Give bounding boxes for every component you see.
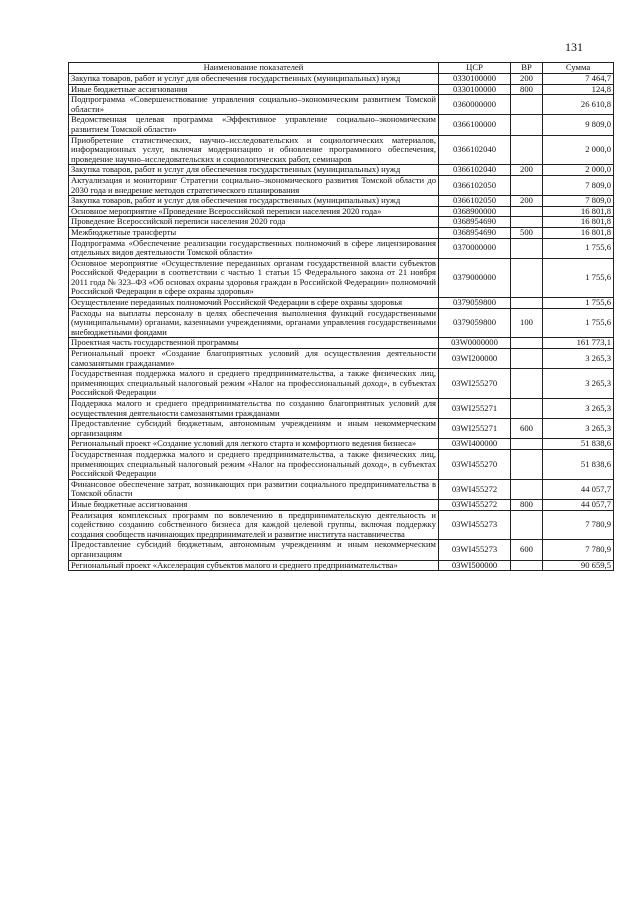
row-name-cell: Ведомственная целевая программа «Эффективное управление социально–экономическим развитием Томской области»	[69, 115, 439, 135]
row-csr-cell: 0379000000	[439, 258, 511, 297]
row-name-cell: Поддержка малого и среднего предпринимательства по созданию благоприятных условий для осуществления деятельности самозанятыми гражданами	[69, 399, 439, 419]
row-csr-cell: 0366102040	[439, 135, 511, 165]
row-sum-cell: 26 610,8	[543, 95, 614, 115]
row-sum-cell: 1 755,6	[543, 308, 614, 338]
row-vr-cell	[511, 369, 543, 399]
row-sum-cell: 124,8	[543, 84, 614, 95]
row-csr-cell: 0379059800	[439, 298, 511, 309]
row-name-cell: Региональный проект «Акселерация субъектов малого и среднего предпринимательства»	[69, 560, 439, 571]
row-vr-cell	[511, 115, 543, 135]
row-name-cell: Предоставление субсидий бюджетным, автономным учреждениям и иным некоммерческим организациям	[69, 540, 439, 560]
row-name-cell: Финансовое обеспечение затрат, возникающих при развитии социального предпринимательства в Томской области	[69, 479, 439, 499]
table-row	[69, 439, 614, 450]
row-name-cell: Основное мероприятие «Осуществление переданных органам государственной власти субъектов Российской Федерации в соответствии с частью 1 статьи 15 Федерального закона от 21 ноября 2011 года № 323–ФЗ «Об основах охраны здоровья граждан в Российской Федерации» полномочий Российской Федерации в сфере охраны здоровья»	[69, 258, 439, 297]
row-csr-cell: 03WI455272	[439, 479, 511, 499]
table-header-row	[69, 63, 614, 74]
table-row	[69, 479, 614, 499]
row-vr-cell: 600	[511, 540, 543, 560]
budget-table	[68, 62, 614, 571]
row-name-cell: Региональный проект «Создание благоприятных условий для осуществления деятельности самозанятыми гражданами»	[69, 349, 439, 369]
row-csr-cell: 0330100000	[439, 84, 511, 95]
row-sum-cell: 7 780,9	[543, 540, 614, 560]
row-csr-cell: 0368900000	[439, 206, 511, 217]
row-csr-cell: 0366102050	[439, 175, 511, 195]
row-name-cell: Иные бюджетные ассигнования	[69, 499, 439, 510]
table-row	[69, 349, 614, 369]
row-vr-cell	[511, 338, 543, 349]
row-sum-cell: 3 265,3	[543, 349, 614, 369]
row-sum-cell: 3 265,3	[543, 419, 614, 439]
row-csr-cell: 03WI255270	[439, 369, 511, 399]
row-name-cell: Приобретение статистических, научно–исследовательских и социологических материалов, информационных услуг, включая модернизацию и обновление программного обеспечения, проведение научно–исследовательских и социологических работ, семинаров	[69, 135, 439, 165]
row-name-cell: Иные бюджетные ассигнования	[69, 84, 439, 95]
row-vr-cell: 800	[511, 84, 543, 95]
table-row	[69, 560, 614, 571]
header-vr: ВР	[511, 63, 543, 74]
table-row	[69, 510, 614, 540]
row-name-cell: Основное мероприятие «Проведение Всероссийской переписи населения 2020 года»	[69, 206, 439, 217]
table-row	[69, 206, 614, 217]
row-sum-cell: 51 838,6	[543, 449, 614, 479]
row-name-cell: Закупка товаров, работ и услуг для обеспечения государственных (муниципальных) нужд	[69, 74, 439, 85]
table-row	[69, 258, 614, 297]
row-sum-cell: 44 057,7	[543, 499, 614, 510]
header-csr: ЦСР	[439, 63, 511, 74]
row-sum-cell: 90 659,5	[543, 560, 614, 571]
row-vr-cell	[511, 479, 543, 499]
row-sum-cell: 44 057,7	[543, 479, 614, 499]
row-vr-cell	[511, 175, 543, 195]
row-sum-cell: 16 801,8	[543, 227, 614, 238]
table-row	[69, 238, 614, 258]
row-vr-cell: 100	[511, 308, 543, 338]
row-vr-cell	[511, 449, 543, 479]
row-vr-cell	[511, 439, 543, 450]
row-sum-cell: 9 809,0	[543, 115, 614, 135]
row-sum-cell: 7 809,0	[543, 196, 614, 207]
row-vr-cell	[511, 95, 543, 115]
table-row	[69, 369, 614, 399]
table-row	[69, 217, 614, 228]
row-sum-cell: 1 755,6	[543, 298, 614, 309]
row-sum-cell: 16 801,8	[543, 206, 614, 217]
table-row	[69, 338, 614, 349]
row-vr-cell	[511, 206, 543, 217]
row-vr-cell: 600	[511, 419, 543, 439]
row-csr-cell: 0360000000	[439, 95, 511, 115]
row-vr-cell	[511, 510, 543, 540]
row-vr-cell	[511, 238, 543, 258]
row-name-cell: Проектная часть государственной программы	[69, 338, 439, 349]
row-name-cell: Государственная поддержка малого и среднего предпринимательства, а также физических лиц, применяющих специальный налоговый режим «Налог на профессиональный доход», в субъектах Российской Федерации	[69, 449, 439, 479]
table-body	[69, 74, 614, 571]
row-sum-cell: 161 773,1	[543, 338, 614, 349]
row-csr-cell: 0366102050	[439, 196, 511, 207]
row-sum-cell: 7 780,9	[543, 510, 614, 540]
table-row	[69, 399, 614, 419]
row-csr-cell: 0379059800	[439, 308, 511, 338]
table-row	[69, 115, 614, 135]
row-sum-cell: 51 838,6	[543, 439, 614, 450]
row-name-cell: Государственная поддержка малого и среднего предпринимательства, а также физических лиц, применяющих специальный налоговый режим «Налог на профессиональный доход», в субъектах Российской Федерации	[69, 369, 439, 399]
row-name-cell: Закупка товаров, работ и услуг для обеспечения государственных (муниципальных) нужд	[69, 165, 439, 176]
row-csr-cell: 03WI455272	[439, 499, 511, 510]
row-vr-cell: 200	[511, 165, 543, 176]
row-vr-cell	[511, 560, 543, 571]
row-sum-cell: 3 265,3	[543, 369, 614, 399]
page-number: 131	[565, 40, 583, 54]
table-row	[69, 419, 614, 439]
row-csr-cell: 03WI400000	[439, 439, 511, 450]
row-name-cell: Проведение Всероссийской переписи населения 2020 года	[69, 217, 439, 228]
row-csr-cell: 0368954690	[439, 217, 511, 228]
table-row	[69, 135, 614, 165]
row-csr-cell: 03WI255271	[439, 399, 511, 419]
row-sum-cell: 1 755,6	[543, 238, 614, 258]
table-row	[69, 540, 614, 560]
row-sum-cell: 7 464,7	[543, 74, 614, 85]
table-row	[69, 95, 614, 115]
table-row	[69, 196, 614, 207]
table-row	[69, 308, 614, 338]
row-csr-cell: 0366102040	[439, 165, 511, 176]
row-vr-cell	[511, 349, 543, 369]
row-csr-cell: 03WI455270	[439, 449, 511, 479]
table-row	[69, 449, 614, 479]
row-vr-cell: 200	[511, 74, 543, 85]
row-name-cell: Региональный проект «Создание условий для легкого старта и комфортного ведения бизнеса»	[69, 439, 439, 450]
row-csr-cell: 0366100000	[439, 115, 511, 135]
row-csr-cell: 0368954690	[439, 227, 511, 238]
row-name-cell: Актуализация и мониторинг Стратегии социально–экономического развития Томской области до 2030 года и внедрение методов стратегического планирования	[69, 175, 439, 195]
row-csr-cell: 03WI455273	[439, 510, 511, 540]
row-vr-cell	[511, 135, 543, 165]
row-csr-cell: 03WI255271	[439, 419, 511, 439]
row-name-cell: Закупка товаров, работ и услуг для обеспечения государственных (муниципальных) нужд	[69, 196, 439, 207]
row-csr-cell: 03WI500000	[439, 560, 511, 571]
header-name: Наименование показателей	[69, 63, 439, 74]
row-vr-cell: 500	[511, 227, 543, 238]
row-vr-cell	[511, 217, 543, 228]
row-csr-cell: 03WI200000	[439, 349, 511, 369]
row-vr-cell: 800	[511, 499, 543, 510]
row-sum-cell: 7 809,0	[543, 175, 614, 195]
row-csr-cell: 0370000000	[439, 238, 511, 258]
row-csr-cell: 03WI455273	[439, 540, 511, 560]
row-csr-cell: 0330100000	[439, 74, 511, 85]
row-name-cell: Расходы на выплаты персоналу в целях обеспечения выполнения функций государственными (муниципальными) органами, казенными учреждениями, органами управления государственными внебюджетными фондами	[69, 308, 439, 338]
row-vr-cell	[511, 399, 543, 419]
row-vr-cell	[511, 258, 543, 297]
row-sum-cell: 2 000,0	[543, 165, 614, 176]
row-csr-cell: 03W0000000	[439, 338, 511, 349]
table-row	[69, 499, 614, 510]
table-row	[69, 175, 614, 195]
row-name-cell: Подпрограмма «Обеспечение реализации государственных полномочий в сфере лицензирования отдельных видов деятельности Томской области»	[69, 238, 439, 258]
row-name-cell: Подпрограмма «Совершенствование управления социально–экономическим развитием Томской области»	[69, 95, 439, 115]
row-sum-cell: 3 265,3	[543, 399, 614, 419]
header-sum: Сумма	[543, 63, 614, 74]
row-name-cell: Реализация комплексных программ по вовлечению в предпринимательскую деятельность и содействию созданию собственного бизнеса для каждой целевой группы, включая поддержку создания сообществ начинающих предпринимателей и развитие института наставничества	[69, 510, 439, 540]
table-row	[69, 84, 614, 95]
table-row	[69, 227, 614, 238]
row-vr-cell: 200	[511, 196, 543, 207]
row-vr-cell	[511, 298, 543, 309]
row-sum-cell: 16 801,8	[543, 217, 614, 228]
row-name-cell: Межбюджетные трансферты	[69, 227, 439, 238]
row-name-cell: Предоставление субсидий бюджетным, автономным учреждениям и иным некоммерческим организациям	[69, 419, 439, 439]
row-sum-cell: 2 000,0	[543, 135, 614, 165]
row-name-cell: Осуществление переданных полномочий Российской Федерации в сфере охраны здоровья	[69, 298, 439, 309]
table-row	[69, 74, 614, 85]
table-row	[69, 165, 614, 176]
row-sum-cell: 1 755,6	[543, 258, 614, 297]
table-row	[69, 298, 614, 309]
